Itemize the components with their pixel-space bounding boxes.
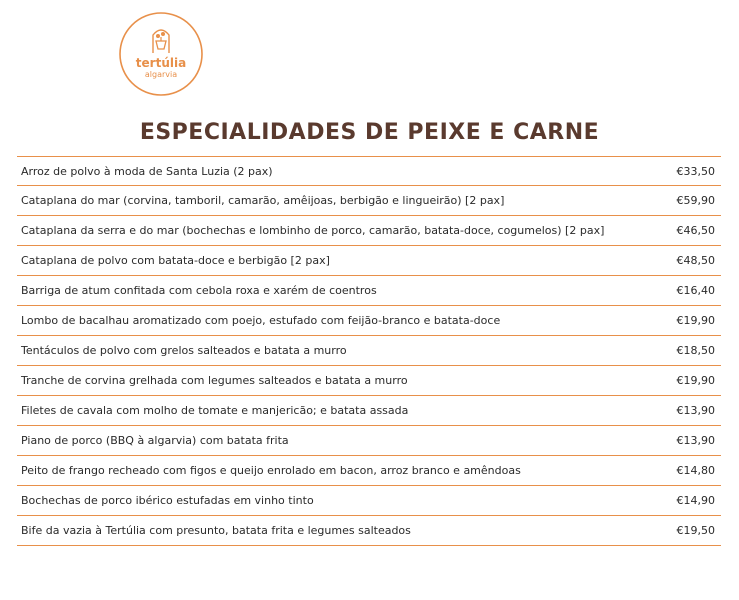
menu-item [17, 216, 721, 246]
dish-name: Piano de porco (BBQ à algarvia) com batata frita [21, 434, 289, 447]
menu-item [17, 306, 721, 336]
dish-price: €14,90 [676, 494, 715, 507]
dish-name: Bife da vazia à Tertúlia com presunto, batata frita e legumes salteados [21, 524, 411, 537]
dish-name: Tranche de corvina grelhada com legumes salteados e batata a murro [21, 374, 408, 387]
dish-price: €48,50 [676, 254, 715, 267]
dish-price: €33,50 [676, 164, 715, 178]
dish-price: €13,90 [676, 404, 715, 417]
page-title: ESPECIALIDADES DE PEIXE E CARNE [139, 120, 600, 145]
dish-price: €13,90 [676, 434, 715, 447]
menu-item [17, 396, 721, 426]
dish-price: €14,80 [676, 464, 715, 477]
dish-name: Arroz de polvo à moda de Santa Luzia (2 pax) [21, 164, 273, 178]
logo-name: tertúlia [135, 56, 187, 70]
dish-name: Peito de frango recheado com figos e queijo enrolado em bacon, arroz branco e amêndoas [21, 464, 521, 477]
menu-item [17, 246, 721, 276]
dish-name: Lombo de bacalhau aromatizado com poejo, estufado com feijão-branco e batata-doce [21, 314, 501, 327]
menu-item [17, 426, 721, 456]
dish-price: €19,90 [676, 374, 715, 387]
menu-item [17, 456, 721, 486]
dish-name: Cataplana da serra e do mar (bochechas e lombinho de porco, camarão, batata-doce, cogumelos) [2 pax] [21, 224, 605, 237]
dish-price: €18,50 [676, 344, 715, 357]
dish-name: Tentáculos de polvo com grelos salteados e batata a murro [21, 344, 347, 357]
restaurant-logo [118, 11, 204, 97]
menu-item [17, 366, 721, 396]
dish-price: €46,50 [676, 224, 715, 237]
dish-price: €16,40 [676, 284, 715, 297]
menu-item [17, 336, 721, 366]
dish-price: €59,90 [676, 194, 715, 207]
menu-item [17, 156, 721, 186]
dish-price: €19,90 [676, 314, 715, 327]
dish-name: Barriga de atum confitada com cebola roxa e xarém de coentros [21, 284, 377, 297]
dish-price: €19,50 [676, 524, 715, 537]
dish-name: Bochechas de porco ibérico estufadas em vinho tinto [21, 494, 314, 507]
menu-list [17, 156, 721, 546]
dish-name: Cataplana de polvo com batata-doce e berbigão [2 pax] [21, 254, 330, 267]
menu-item [17, 186, 721, 216]
menu-item [17, 486, 721, 516]
logo-subtitle: algarvia [144, 70, 178, 79]
dish-name: Filetes de cavala com molho de tomate e manjericão; e batata assada [21, 404, 409, 417]
dish-name: Cataplana do mar (corvina, tamboril, camarão, amêijoas, berbigão e lingueirão) [2 pax] [21, 194, 505, 207]
menu-item [17, 276, 721, 306]
menu-item [17, 516, 721, 546]
